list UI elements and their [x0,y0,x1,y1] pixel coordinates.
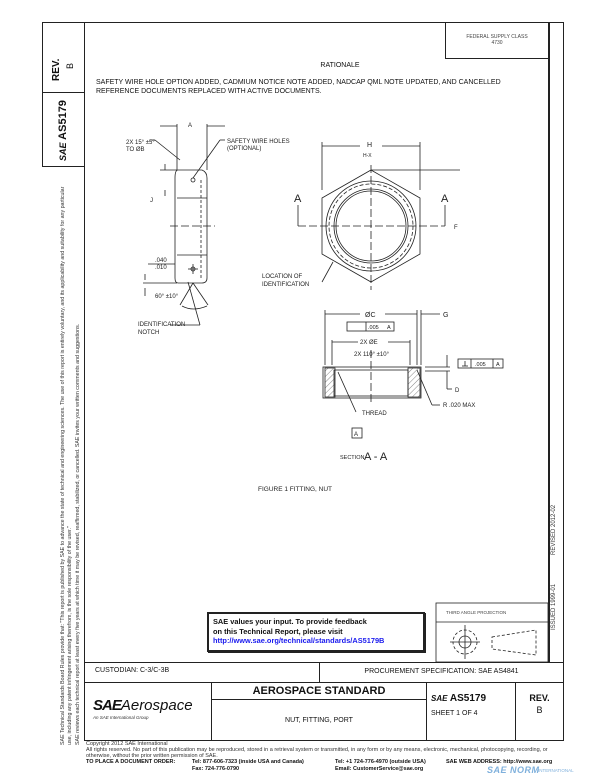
logo-aerospace: Aerospace [120,697,193,714]
sae-aerospace-logo [93,697,193,720]
chamfer-to-label: TO ØB [126,147,145,153]
dim-a: A [188,123,193,129]
standard-title: AEROSPACE STANDARD [252,685,386,697]
custodian: CUSTODIAN: C-3/C-3B [95,667,170,674]
procurement-spec: PROCUREMENT SPECIFICATION: SAE AS4841 [364,668,519,675]
standard-title-cell [211,682,427,700]
feedback-box [207,612,425,652]
dim-g: G [443,312,449,319]
dim-j: J [150,198,153,204]
dim-040: .040 [155,258,167,264]
dim-f: F [454,225,458,231]
notch-label-1: IDENTIFICATION [138,322,186,328]
dim-e: 2X ØE [360,340,378,346]
doc-number: AS5179 [57,100,69,140]
custodian-cell [84,662,320,683]
web-url[interactable]: http://www.sae.org [503,759,553,765]
sae-mark: SAE [58,142,68,161]
fax: Fax: 724-776-0790 [192,765,240,772]
projection-label: THIRD ANGLE PROJECTION [446,610,507,615]
title-rev-label: REV. [529,693,550,703]
dim-010: .010 [155,265,167,271]
perp-tolerance: .005 [475,362,486,368]
thread-label: THREAD [362,411,387,417]
safety-wire-label: SAFETY WIRE HOLES [227,139,290,145]
rev-label: REV. [51,58,62,81]
dim-c: ØC [365,312,376,319]
dim-hx: H-X [363,153,372,159]
watermark-logo: SAE NORM [487,765,540,775]
dim-h: H [367,142,373,149]
part-title: NUT, FITTING, PORT [285,717,353,724]
section-a-left: A [294,193,302,205]
location-label-1: LOCATION OF [262,274,303,280]
rights-notice: All rights reserved. No part of this publication may be reproduced, stored in a retrieval system or transmitted, in any form or by any means, electronic, mechanical, photocopying, recording, or otherwise, without the prior written permission of SAE. [86,747,548,759]
feedback-line-2: on this Technical Report, please visit [213,626,343,636]
fsc-value: 4730 [491,40,503,46]
angle-label: 60° ±10° [155,294,179,300]
radius-label: R .020 MAX [443,403,476,409]
location-label-2: IDENTIFICATION [262,282,310,288]
feedback-link[interactable]: http://www.sae.org/technical/standards/AS5179B [213,636,385,645]
section-label: SECTION [340,455,365,461]
section-a-right: A [441,193,449,205]
logo-sae: SAE [93,697,121,714]
runout-tolerance: .005 [368,325,379,331]
hex-view [298,142,460,290]
sheet-number: SHEET 1 OF 4 [431,710,478,717]
datum-a: A [354,432,359,438]
left-notice-1: SAE Technical Standards Board Rules provide that: "This report is published by SAE to advance the state of technical and engineering sciences. The use of this report is entirely voluntary, and its applicability and suitability for any particular use, including any patent infringement arising therefrom, is the sole responsibility of the user." [60,186,73,745]
dim-d: D [455,388,460,394]
logo-cell [84,682,212,741]
footer [86,741,564,759]
tel-us: Tel: 877-606-7323 (inside USA and Canada) [192,759,304,765]
perp-datum: A [496,362,500,368]
issued-date: ISSUED 1999-01 [551,583,557,630]
copyright: Copyright 2012 SAE International [86,741,168,747]
tel-intl: Tel: +1 724-776-4970 (outside USA) [335,759,426,765]
title-doc-number: AS5179 [449,693,487,704]
web-label: SAE WEB ADDRESS: [446,759,502,765]
chamfer-label: 2X 15° ±5° [126,140,155,146]
title-sae-mark: SAE [431,694,448,703]
runout-datum: A [387,325,391,331]
watermark-subtitle: INTERNATIONAL [538,768,574,773]
optional-label: (OPTIONAL) [227,146,262,152]
order-contacts-us [192,759,304,772]
order-label: TO PLACE A DOCUMENT ORDER: [86,759,176,765]
procurement-cell [319,662,564,683]
figure-caption: FIGURE 1 FITTING, NUT [258,486,333,493]
rev-value: B [65,62,75,69]
section-name: A - A [364,451,388,463]
rationale-text: SAFETY WIRE HOLE OPTION ADDED, CADMIUM NOTICE NOTE ADDED, NADCAP QML NOTE UPDATED, AND CANCELLED REFERENCE DOCUMENTS REPLACED WITH ACTIVE DOCUMENTS. [96,79,501,95]
notch-label-2: NOTCH [138,330,160,336]
countersink-label: 2X 110° ±10° [354,352,390,358]
part-title-cell [211,699,427,741]
order-contacts-intl [335,759,426,772]
title-rev-value: B [536,705,543,715]
left-notice-2: SAE reviews each technical report at least every five years at which time it may be revised, reaffirmed, stabilized, or cancelled. SAE invites your written comments and suggestions. [75,323,81,745]
revised-date: REVISED 2012-02 [551,504,557,555]
section-view [323,310,503,438]
feedback-line-1: SAE values your input. To provide feedback [213,617,367,626]
rev-cell [515,682,564,741]
fsc-label: FEDERAL SUPPLY CLASS [466,34,528,40]
doc-number-cell [426,682,516,741]
logo-subtitle: An SAE International Group [93,715,149,720]
email: Email: CustomerService@sae.org [335,765,424,772]
rationale-title: RATIONALE [320,62,360,69]
